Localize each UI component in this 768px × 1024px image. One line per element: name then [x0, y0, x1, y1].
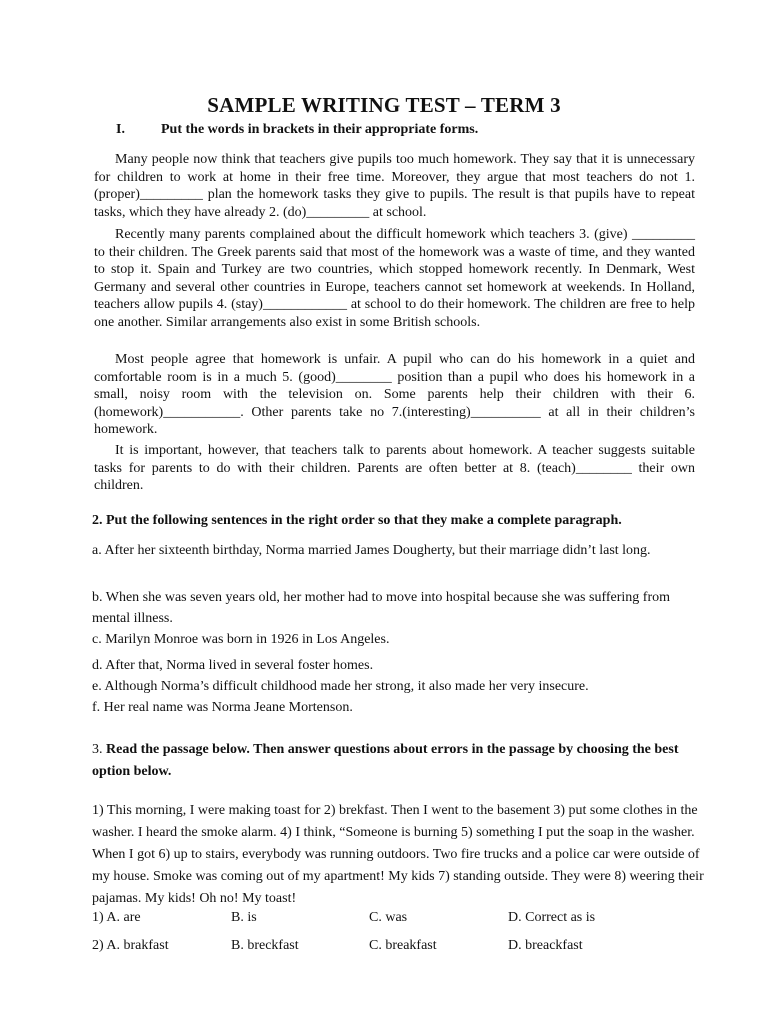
sentence-item: f. Her real name was Norma Jeane Mortenson. — [92, 700, 353, 715]
sentence-item: d. After that, Norma lived in several foster homes. — [92, 658, 374, 673]
page-title: SAMPLE WRITING TEST – TERM 3 — [207, 93, 561, 117]
section1-paragraph: It is important, however, that teachers talk to parents about homework. A teacher suggests suitable tasks for parents to do with their children. Parents are often better at 8. (teach)________ their own children. — [94, 443, 695, 493]
section1-paragraph: Recently many parents complained about the difficult homework which teachers 3. (give) _________ to their children. The Greek parents said that most of the homework was a waste of time, and they wanted to stop it. Spain and Turkey are two countries, which stopped homework recently. In Denmark, West Germany and several other countries in Europe, teachers cannot set homework at weekends. In Holland, teachers allow pupils 4. (stay)____________ at school to do their homework. The children are free to help one another. Similar arrangements also exist in some British schools. — [94, 227, 695, 330]
option-2c: C. breakfast — [369, 938, 437, 953]
option-1d: D. Correct as is — [508, 910, 596, 925]
section3-passage: 1) This morning, I were making toast for 2) brekfast. Then I went to the basement 3) put some clothes in the washer. I heard the smoke alarm. 4) I think, “Someone is burning 5) something I put the soap in the washer. When I got 6) up to stairs, everybody was running outdoors. Two fire trucks and a police car were outside of my house. Smoke was coming out of my apartment! My kids 7) standing outside. They were 8) weering their pajamas. My kids! Oh no! My toast! — [92, 803, 704, 906]
section1-number: I. — [116, 122, 125, 137]
section1-paragraph: Many people now think that teachers give pupils too much homework. They say that it is unnecessary for children to work at home in their free time. Moreover, they argue that most teachers do not 1. (proper)_________ plan the homework tasks they give to pupils. The result is that pupils have to repeat tasks, which they have already 2. (do)_________ at school. — [94, 152, 695, 220]
section2-heading: 2. Put the following sentences in the right order so that they make a complete paragraph. — [92, 513, 622, 528]
options-row — [92, 910, 712, 930]
option-1c: C. was — [369, 910, 408, 925]
option-2d: D. breackfast — [508, 938, 583, 953]
section1-heading-text: Put the words in brackets in their appropriate forms. — [161, 122, 479, 137]
section1-paragraph: Most people agree that homework is unfair. A pupil who can do his homework in a quiet and comfortable room is in a much 5. (good)________ position than a pupil who does his homework in a small, noisy room with the television on. Some parents help their children with their 6.(homework)___________. Other parents take no 7.(interesting)__________ at all in their children’s homework. — [94, 352, 695, 437]
option-1a: 1) A. are — [92, 910, 141, 925]
options-row — [92, 938, 712, 958]
option-2a: 2) A. brakfast — [92, 938, 169, 953]
section3-number: 3. — [92, 742, 103, 757]
option-1b: B. is — [231, 910, 257, 925]
section3-heading-text: Read the passage below. Then answer questions about errors in the passage by choosing the best option below. — [92, 742, 679, 779]
option-2b: B. breckfast — [231, 938, 299, 953]
section3-heading — [92, 739, 706, 783]
sentence-item: b. When she was seven years old, her mother had to move into hospital because she was suffering from mental illness. — [92, 590, 670, 626]
sentence-item: a. After her sixteenth birthday, Norma married James Dougherty, but their marriage didn’t last long. — [92, 543, 651, 558]
sentence-item: c. Marilyn Monroe was born in 1926 in Los Angeles. — [92, 632, 390, 647]
section1-heading — [116, 122, 478, 138]
sentence-item: e. Although Norma’s difficult childhood made her strong, it also made her very insecure. — [92, 679, 589, 694]
